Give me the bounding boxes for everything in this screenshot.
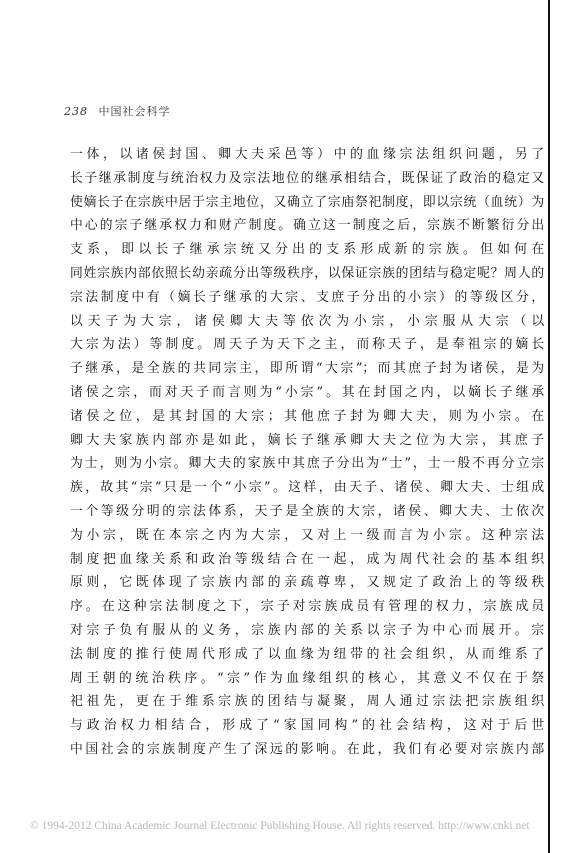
text-line: 卿大夫家族内部亦是如此，嫡长子继承卿大夫之位为大宗，其庶子 [70, 432, 544, 448]
text-line: 中心的宗子继承权力和财产制度。确立这一制度之后，宗族不断繁衍分出 [70, 218, 544, 234]
text-line: 族，故其“宗”只是一个“小宗”。这样，由天子、诸侯、卿大夫、士组成 [70, 480, 544, 496]
text-line: 法制度的推行使周代形成了以血缘为纽带的社会组织，从而维系了 [70, 646, 544, 662]
copyright-footer: © 1994-2012 China Academic Journal Electronic Publishing House. All rights reserved. http://www.cnki.net [30, 820, 530, 832]
text-line: 序。在这种宗法制度之下，宗子对宗族成员有管理的权力，宗族成员 [70, 599, 544, 615]
text-line: 使嫡长子在宗族中居于宗主地位，又确立了宗庙祭祀制度，即以宗统（血统）为 [70, 194, 544, 210]
text-line: 对宗子负有服从的义务，宗族内部的关系以宗子为中心而展开。宗 [70, 622, 544, 638]
journal-title: 中国社会科学 [98, 105, 171, 118]
text-line: 诸侯之宗，而对天子而言则为“小宗”。其在封国之内，以嫡长子继承 [70, 384, 544, 400]
text-line: 支系，即以长子继承宗统又分出的支系形成新的宗族。但如何在 [70, 242, 544, 258]
text-line: 祀祖先，更在于维系宗族的团结与凝聚，周人通过宗法把宗族组织 [70, 694, 544, 710]
text-line: 周王朝的统治秩序。“宗”作为血缘组织的核心，其意义不仅在于祭 [70, 670, 544, 686]
running-header [64, 103, 171, 119]
text-line: 为士，则为小宗。卿大夫的家族中其庶子分出为“士”，士一般不再分立宗 [70, 456, 544, 472]
text-line: 子继承，是全族的共同宗主，即所谓“大宗”；而其庶子封为诸侯，是为 [70, 361, 544, 377]
text-line: 原则，它既体现了宗族内部的亲疏尊卑，又规定了政治上的等级秩 [70, 575, 544, 591]
text-line: 诸侯之位，是其封国的大宗；其他庶子封为卿大夫，则为小宗。在 [70, 408, 544, 424]
text-line: 与政治权力相结合，形成了“家国同构”的社会结构，这对于后世 [70, 718, 544, 734]
text-line: 为小宗，既在本宗之内为大宗，又对上一级而言为小宗。这种宗法 [70, 527, 544, 543]
page-edge-rule [548, 0, 550, 853]
text-line: 长子继承制度与统治权力及宗法地位的继承相结合，既保证了政治的稳定又 [70, 170, 544, 186]
text-line: 制度把血缘关系和政治等级结合在一起，成为周代社会的基本组织 [70, 551, 544, 567]
text-line: 一个等级分明的宗法体系，天子是全族的大宗，诸侯、卿大夫、士依次 [70, 503, 544, 519]
text-line: 以天子为大宗，诸侯卿大夫等依次为小宗，小宗服从大宗（以 [70, 313, 544, 329]
page-number: 238 [64, 105, 88, 118]
text-line: 宗法制度中有（嫡长子继承的大宗、支庶子分出的小宗）的等级区分， [70, 289, 544, 305]
body-paragraph [70, 143, 544, 762]
text-line: 中国社会的宗族制度产生了深远的影响。在此，我们有必要对宗族内部 [70, 741, 544, 757]
text-line: 同姓宗族内部依照长幼亲疏分出等级秩序，以保证宗族的团结与稳定呢？周人的 [70, 265, 544, 281]
text-line: 一体，以诸侯封国、卿大夫采邑等）中的血缘宗法组织问题，另了 [70, 147, 544, 162]
text-line: 大宗为法）等制度。周天子为天下之主，而称天子，是奉祖宗的嫡长 [70, 337, 544, 353]
